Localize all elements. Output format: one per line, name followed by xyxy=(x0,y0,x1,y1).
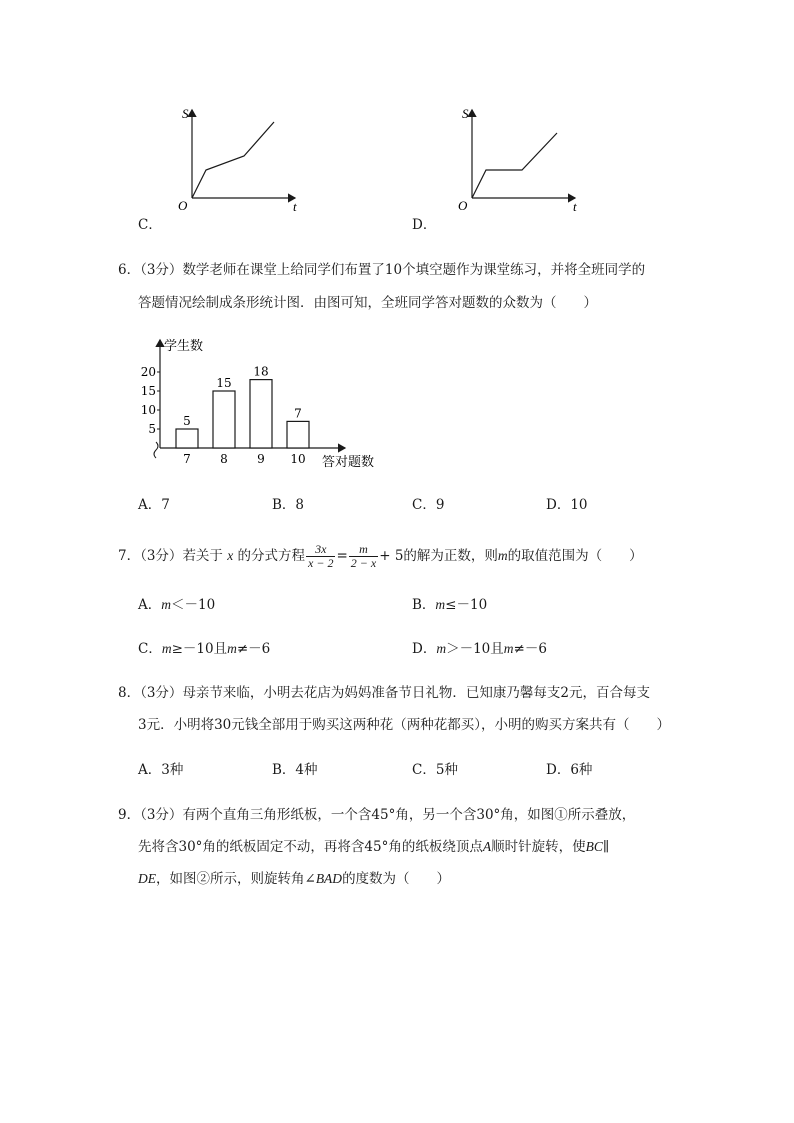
chart-bar-7 xyxy=(176,429,198,448)
q7-option-a-var: m xyxy=(161,597,171,612)
chart-x-tick-9: 9 xyxy=(257,452,265,466)
graph-d-s-label: S xyxy=(462,106,469,121)
q7-line1 xyxy=(118,540,643,572)
q9-segment-bc: BC xyxy=(585,839,603,854)
q6-line2: 答题情况绘制成条形统计图．由图可知，全班同学答对题数的众数为（ ） xyxy=(138,295,597,311)
q7-option-c-rest: ≥－10且 xyxy=(171,641,228,657)
q6-option-c[interactable]: C．9 xyxy=(412,497,445,513)
q7-option-b[interactable] xyxy=(412,595,487,615)
q7-post: 的取值范围为（ ） xyxy=(507,548,643,564)
q7-option-d[interactable] xyxy=(412,639,547,659)
chart-data-label-10: 7 xyxy=(294,406,302,421)
q9-angle-bad: BAD xyxy=(315,871,343,886)
q6-number: 6． xyxy=(118,262,141,278)
chart-x-label: 答对题数 xyxy=(322,455,375,470)
chart-x-tick-10: 10 xyxy=(290,452,306,466)
q9-text-2b: 顺时针旋转，使 xyxy=(491,839,586,855)
q9-text-3a: ，如图②所示，则旋转角∠ xyxy=(156,871,316,887)
option-c-label: C． xyxy=(138,217,162,233)
q7-option-b-label: B． xyxy=(412,597,436,613)
option-d-label: D． xyxy=(412,217,437,233)
q8-line1 xyxy=(118,683,650,703)
q7-fraction-1 xyxy=(306,543,335,570)
q7-pre: 若关于 xyxy=(182,548,223,564)
q8-line2: 3元．小明将30元钱全部用于购买这两种花（两种花都买），小明的购买方案共有（ ） xyxy=(138,717,671,733)
q6-score: （3分） xyxy=(140,262,183,278)
q6-bar-chart xyxy=(140,330,400,480)
graph-d xyxy=(410,100,590,240)
chart-bar-9 xyxy=(250,380,272,448)
q7-option-a-rest: ＜－10 xyxy=(171,597,216,613)
q6-text-1: 数学老师在课堂上给同学们布置了10个填空题作为课堂练习，并将全班同学的 xyxy=(182,262,646,278)
chart-bar-10 xyxy=(287,421,309,448)
chart-bar-8 xyxy=(213,391,235,448)
graph-c-t-label: t xyxy=(293,199,297,214)
q7-frac1-num: 3x xyxy=(306,543,335,557)
q6-option-a[interactable]: A．7 xyxy=(138,497,170,513)
q9-score: （3分） xyxy=(140,807,183,823)
q8-option-a[interactable]: A．3种 xyxy=(138,762,184,778)
q7-frac1-den: x − 2 xyxy=(308,556,334,570)
q7-mid2: 的解为正数，则 xyxy=(403,548,498,564)
q7-number: 7． xyxy=(118,548,141,564)
q8-score: （3分） xyxy=(140,685,183,701)
graph-d-origin: O xyxy=(458,198,468,213)
q7-equals: = xyxy=(336,548,348,564)
q7-option-d-rest2: ≠－6 xyxy=(513,641,547,657)
q7-frac2-den: 2 − x xyxy=(350,556,377,570)
chart-y-tick-10: 10 xyxy=(140,403,156,417)
q7-option-c-var: m xyxy=(161,641,172,656)
chart-data-label-7: 5 xyxy=(183,414,191,428)
q9-segment-de: DE xyxy=(138,871,156,886)
chart-x-tick-7: 7 xyxy=(183,452,191,466)
q7-option-a[interactable] xyxy=(138,595,215,615)
q6-bar-chart-svg xyxy=(140,330,400,480)
q7-option-d-label: D． xyxy=(412,641,437,657)
q7-mid1: 的分式方程 xyxy=(237,548,306,564)
chart-y-tick-20: 20 xyxy=(140,365,156,379)
q6-option-b[interactable]: B．8 xyxy=(272,497,305,513)
q7-option-c-rest2: ≠－6 xyxy=(236,641,271,657)
chart-y-tick-5: 5 xyxy=(148,422,156,436)
q7-option-c-var2: m xyxy=(227,641,237,656)
q9-number: 9． xyxy=(118,807,141,823)
chart-x-tick-8: 8 xyxy=(220,452,228,466)
q9-line3 xyxy=(138,869,450,889)
chart-data-label-8: 15 xyxy=(216,376,232,390)
q7-fraction-2 xyxy=(349,543,378,570)
chart-bars xyxy=(141,365,309,466)
q7-option-d-rest: ＞－10且 xyxy=(446,641,504,657)
graph-c-s-label: S xyxy=(182,106,189,121)
q7-option-c-label: C． xyxy=(138,641,162,657)
q9-text-1: 有两个直角三角形纸板，一个含45°角，另一个含30°角，如图①所示叠放， xyxy=(182,807,636,823)
graph-d-curve xyxy=(472,133,557,198)
chart-axis-break xyxy=(154,442,158,458)
q6-option-d[interactable]: D．10 xyxy=(546,497,588,513)
graph-c-curve xyxy=(192,122,274,198)
q7-score: （3分） xyxy=(140,548,183,564)
graph-c-origin: O xyxy=(178,198,188,213)
q8-text-1: 母亲节来临，小明去花店为妈妈准备节日礼物．已知康乃馨每支2元，百合每支 xyxy=(182,685,651,701)
q7-option-c[interactable] xyxy=(138,639,270,659)
q9-text-2a: 先将含30°角的纸板固定不动，再将含45°角的纸板绕顶点 xyxy=(138,839,483,855)
q7-option-d-var: m xyxy=(436,641,447,656)
q9-point-a: A xyxy=(482,839,492,854)
q7-option-b-rest: ≤－10 xyxy=(445,597,488,613)
q8-option-b[interactable]: B．4种 xyxy=(272,762,318,778)
q7-var-m: m xyxy=(497,548,508,563)
q7-frac2-num: m xyxy=(349,543,378,557)
chart-y-tick-15: 15 xyxy=(140,384,156,398)
q8-number: 8． xyxy=(118,685,141,701)
graph-d-t-label: t xyxy=(573,199,577,214)
q9-parallel: ∥ xyxy=(602,839,610,855)
chart-data-label-9: 18 xyxy=(253,364,269,379)
q8-option-c[interactable]: C．5种 xyxy=(412,762,458,778)
q7-var-x: x xyxy=(227,548,234,563)
q7-plus: + 5 xyxy=(379,548,404,564)
q8-option-d[interactable]: D．6种 xyxy=(546,762,593,778)
chart-y-label: 学生数 xyxy=(164,339,204,354)
q9-line2 xyxy=(138,837,609,857)
q9-text-3b: 的度数为（ ） xyxy=(342,871,451,887)
q7-option-b-var: m xyxy=(435,597,446,612)
q7-option-d-var2: m xyxy=(503,641,514,656)
q7-option-a-label: A． xyxy=(138,597,162,613)
q9-line1 xyxy=(118,805,635,825)
q6-line1 xyxy=(118,260,645,280)
graph-d-svg xyxy=(410,100,590,240)
